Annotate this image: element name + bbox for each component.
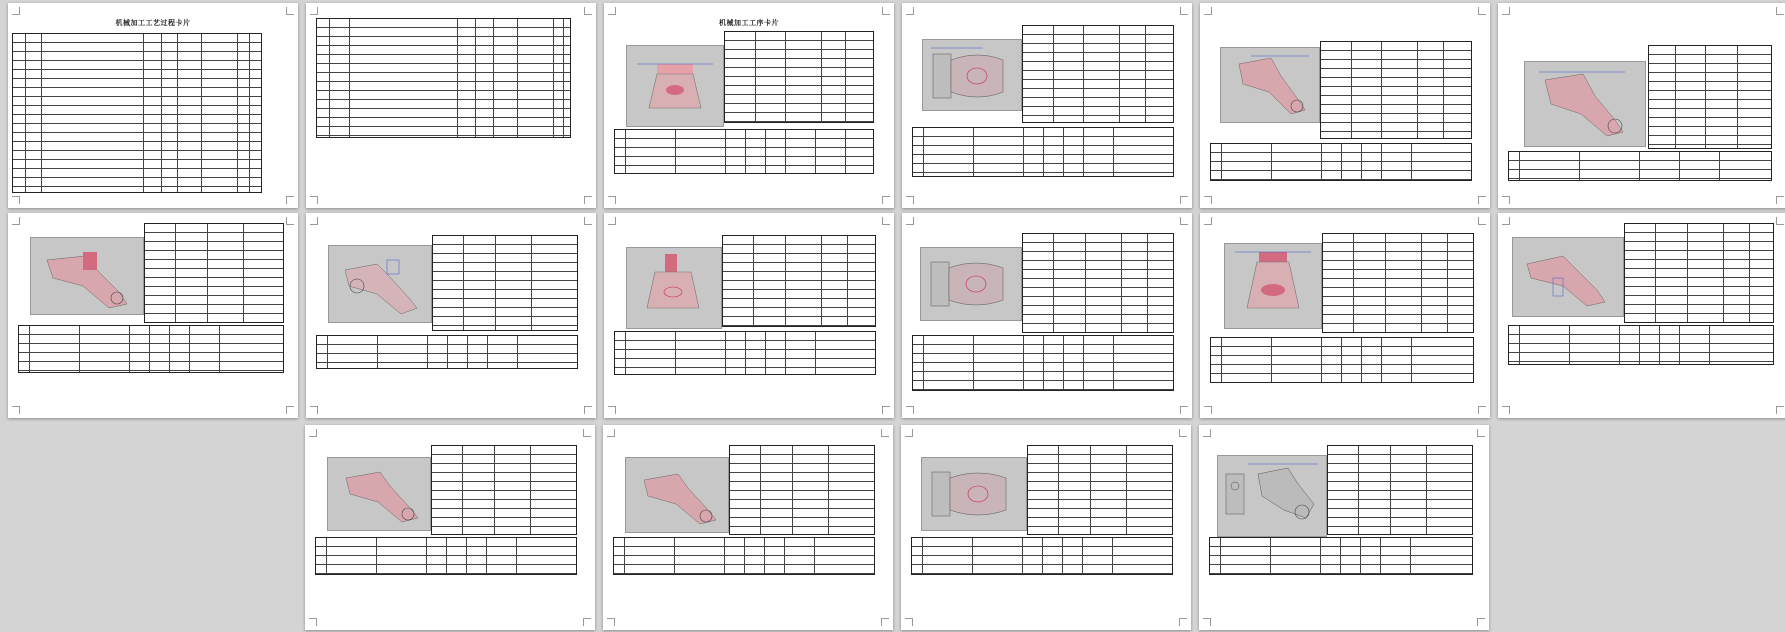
header-table	[144, 223, 284, 323]
part-drawing	[921, 457, 1027, 531]
header-table	[1327, 445, 1473, 535]
header-table	[729, 445, 875, 535]
part-drawing	[1220, 47, 1320, 123]
page-15[interactable]	[901, 425, 1191, 630]
part-drawing	[920, 247, 1022, 321]
part-drawing	[626, 45, 724, 127]
part-drawing	[328, 245, 432, 323]
step-table	[912, 335, 1174, 391]
part-drawing	[327, 457, 431, 531]
process-route-table	[12, 33, 262, 193]
header-table	[432, 235, 578, 331]
header-table	[1022, 233, 1174, 333]
header-table	[1624, 223, 1774, 323]
page-13[interactable]	[305, 425, 595, 630]
page-row-2	[8, 213, 1785, 418]
page-1[interactable]	[8, 3, 298, 208]
process-route-table-continued	[316, 18, 571, 138]
page-6[interactable]	[1498, 3, 1785, 208]
header-table	[1320, 41, 1472, 139]
page-8[interactable]	[306, 213, 596, 418]
header-table	[722, 235, 876, 327]
step-table	[911, 537, 1173, 575]
step-table	[18, 325, 284, 373]
header-table	[1022, 25, 1174, 123]
page-5[interactable]	[1200, 3, 1490, 208]
part-drawing	[1524, 61, 1646, 147]
step-table	[1508, 325, 1774, 365]
step-table	[1209, 537, 1473, 575]
part-drawing	[625, 457, 729, 533]
page-9[interactable]	[604, 213, 894, 418]
part-drawing	[1224, 243, 1322, 329]
step-table	[1508, 151, 1772, 181]
step-table	[614, 129, 874, 174]
page-row-3	[305, 425, 1497, 630]
step-table	[1210, 143, 1472, 181]
header-table	[1648, 45, 1772, 149]
page-3-title: 机械加工工序卡片	[719, 19, 779, 27]
page-7[interactable]	[8, 213, 298, 418]
step-table	[1210, 337, 1474, 383]
header-table	[431, 445, 577, 535]
part-drawing	[1217, 455, 1327, 537]
page-12[interactable]	[1498, 213, 1785, 418]
header-table	[724, 31, 874, 123]
step-table	[316, 335, 578, 369]
page-3[interactable]	[604, 3, 894, 208]
page-11[interactable]	[1200, 213, 1490, 418]
part-drawing	[626, 247, 722, 329]
page-row-1	[8, 3, 1785, 208]
page-2[interactable]	[306, 3, 596, 208]
page-10[interactable]	[902, 213, 1192, 418]
part-drawing	[1512, 237, 1624, 317]
step-table	[315, 537, 577, 575]
page-1-title: 机械加工工艺过程卡片	[115, 19, 191, 27]
step-table	[912, 127, 1174, 177]
page-14[interactable]	[603, 425, 893, 630]
page-4[interactable]	[902, 3, 1192, 208]
step-table	[614, 331, 876, 375]
step-table	[613, 537, 875, 575]
header-table	[1322, 233, 1474, 333]
page-16[interactable]	[1199, 425, 1489, 630]
header-table	[1027, 445, 1173, 535]
part-drawing	[30, 237, 144, 315]
part-drawing	[922, 39, 1022, 111]
